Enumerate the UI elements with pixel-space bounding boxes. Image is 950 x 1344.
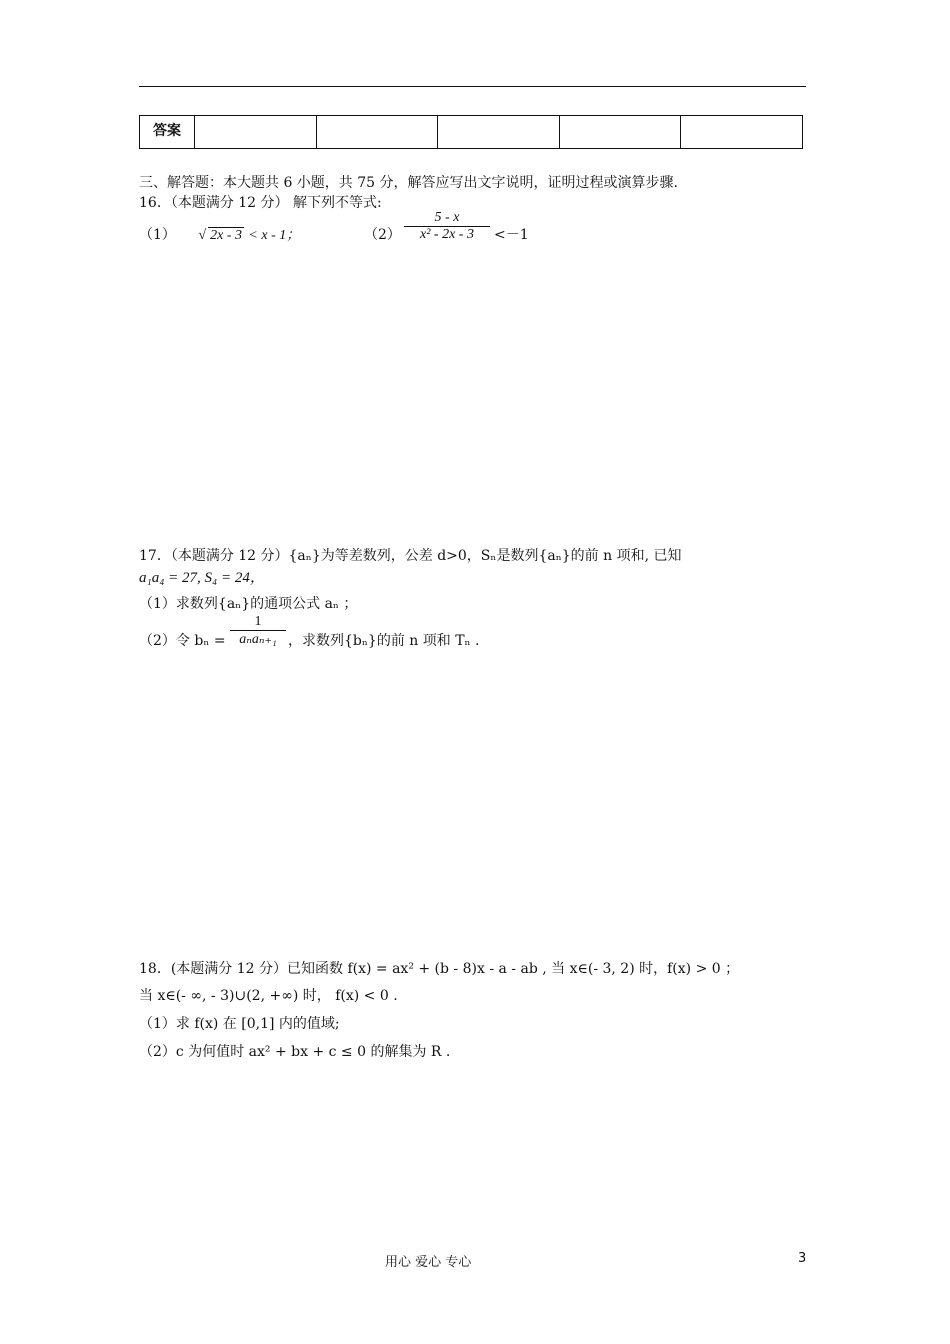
q18-part1: （1）求 f(x) 在 [0,1] 内的值域; <box>139 1016 340 1032</box>
q16-frac-den: x² - 2x - 3 <box>420 227 474 242</box>
answer-cell-3 <box>438 116 560 149</box>
q16-sqrt: √ 2x - 3 <box>198 228 242 243</box>
answer-cell-2 <box>316 116 438 149</box>
q17-fraction <box>230 614 286 648</box>
header-rule <box>139 86 806 87</box>
q16-frac-num: 5 - x <box>434 210 460 225</box>
footer-slogan: 用心 爱心 专心 <box>385 1255 472 1270</box>
q18-line2: 当 x∈(- ∞, - 3)∪(2, +∞) 时， f(x) < 0 . <box>139 988 398 1004</box>
page-number: 3 <box>798 1251 807 1266</box>
q17-part1: （1）求数列{aₙ}的通项公式 aₙ ； <box>139 596 358 612</box>
q17-line2: a₁a₄ = 27, S₄ = 24， <box>139 570 265 586</box>
q17-frac-den: aₙaₙ₊₁ <box>239 632 277 647</box>
q16-sqrt-radicand: 2x - 3 <box>210 228 242 243</box>
q17-part2-post: ，求数列{bₙ}的前 n 项和 Tₙ . <box>288 633 480 649</box>
q16-fraction <box>404 210 490 243</box>
q16-part1 <box>139 224 300 244</box>
q17-line1: 17．（本题满分 12 分）{aₙ}为等差数列，公差 d>0，Sₙ是数列{aₙ}的前 n 项和, 已知 <box>139 548 682 564</box>
answer-cell-4 <box>559 116 681 149</box>
q18-part2: （2）c 为何值时 ax² + bx + c ≤ 0 的解集为 R . <box>139 1044 451 1060</box>
q16-part1-label: （1） <box>139 227 176 243</box>
q17-part2-pre: （2）令 bₙ = <box>139 633 226 649</box>
q17-frac-num: 1 <box>254 614 262 629</box>
answer-cell-1 <box>195 116 317 149</box>
answer-label: 答案 <box>140 116 195 149</box>
answer-table <box>139 115 803 149</box>
q16-part2-label: （2） <box>364 227 401 243</box>
answer-cell-5 <box>681 116 803 149</box>
q16-heading: 16．（本题满分 12 分） 解下列不等式: <box>139 195 382 211</box>
q18-line1: 18．(本题满分 12 分）已知函数 f(x) = ax² + (b - 8)x - a - ab , 当 x∈(- 3, 2) 时，f(x) > 0 ； <box>139 961 740 977</box>
q16-part2-rest: <－1 <box>494 227 529 243</box>
q16-part1-rest: < x - 1； <box>248 228 301 243</box>
section-heading: 三、解答题：本大题共 6 小题，共 75 分，解答应写出文字说明，证明过程或演算步骤. <box>139 175 678 191</box>
